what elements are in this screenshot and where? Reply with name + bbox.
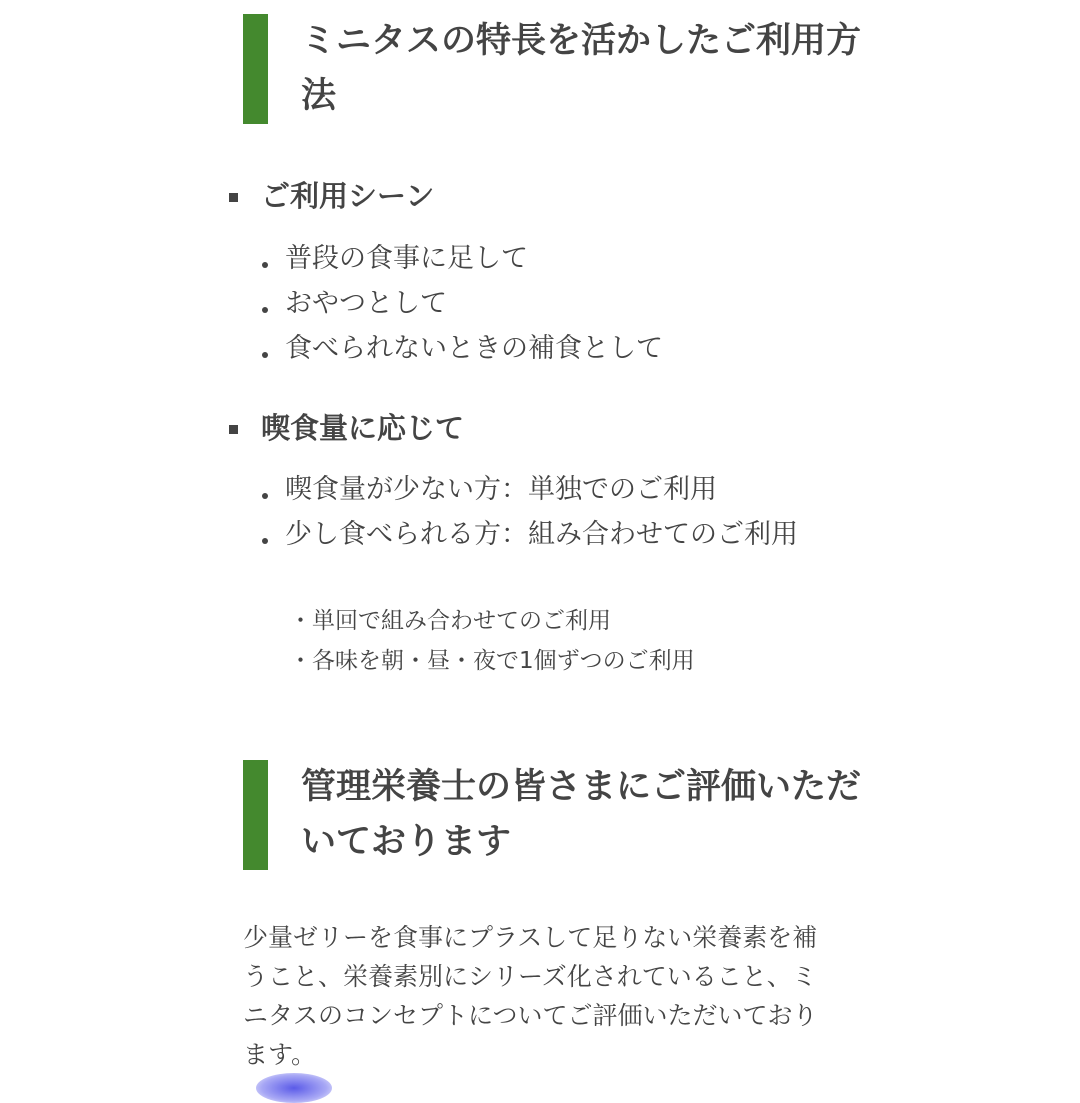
section-heading-evaluation [243, 760, 891, 870]
list-item-text: 普段の食事に足して [285, 243, 528, 274]
bullet-dot-icon [262, 493, 268, 499]
heading-accent-bar [243, 14, 268, 124]
list-item-text: おやつとして [285, 288, 447, 319]
heading-accent-bar [243, 760, 268, 870]
sub-item: ・各味を朝・昼・夜で1個ずつのご利用 [289, 648, 695, 674]
sub-heading-by-intake [229, 408, 464, 448]
list-item [261, 512, 831, 557]
square-bullet-icon [229, 425, 238, 434]
list-item [261, 467, 831, 512]
sub-heading-usage-scene [229, 176, 434, 216]
bullet-dot-icon [262, 538, 268, 544]
evaluation-paragraph: 少量ゼリーを食事にプラスして足りない栄養素を補うこと、栄養素別にシリーズ化されていること、ミニタスのコンセプトについてご評価いただいております。 [243, 923, 818, 1069]
list-item [261, 326, 831, 371]
list-item-text: 少し食べられる方：組み合わせてのご利用 [285, 519, 798, 550]
bullet-dot-icon [262, 262, 268, 268]
intake-sub-items [289, 601, 695, 681]
sub-item: ・単回で組み合わせてのご利用 [289, 608, 611, 634]
floating-action-button[interactable] [256, 1073, 332, 1103]
list-item [261, 236, 831, 281]
section-heading-usage [243, 14, 891, 124]
bullet-dot-icon [262, 352, 268, 358]
sub-heading-text: ご利用シーン [261, 179, 435, 213]
usage-scene-list [261, 236, 831, 371]
list-item-text: 喫食量が少ない方：単独でのご利用 [285, 474, 717, 505]
intake-list [261, 467, 831, 557]
list-item [261, 281, 831, 326]
square-bullet-icon [229, 193, 238, 202]
section-heading-text: ミニタスの特長を活かしたご利用方法 [301, 21, 862, 116]
bullet-dot-icon [262, 307, 268, 313]
sub-heading-text: 喫食量に応じて [261, 411, 465, 445]
list-item-text: 食べられないときの補食として [285, 333, 663, 364]
section-heading-text: 管理栄養士の皆さまにご評価いただいております [301, 767, 862, 862]
